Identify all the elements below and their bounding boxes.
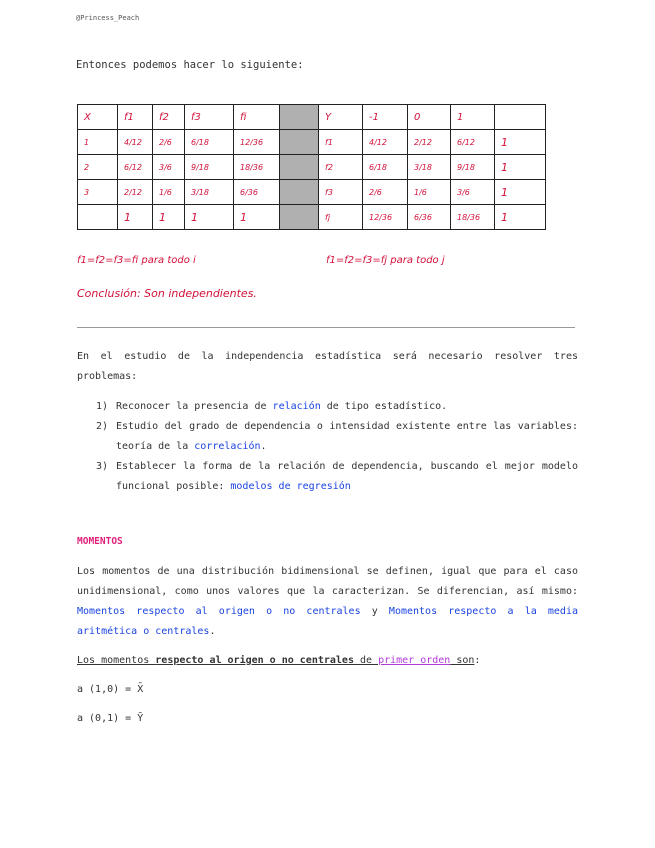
table-cell: 3/18 [408,155,451,180]
study-intro: En el estudio de la independencia estadística será necesario resolver tres problemas: [77,351,578,382]
table-cell: 1/6 [153,180,185,205]
frequency-table [77,104,546,230]
link-correlacion[interactable]: correlación [194,441,261,452]
table-cell: 1 [451,105,495,130]
table-cell: -1 [363,105,408,130]
conclusion: Conclusión: Son independientes. [77,287,257,300]
table-cell: 3/6 [451,180,495,205]
list-text: Establecer la forma de la relación de dependencia, buscando el mejor modelo funcional posible: modelos de regresión [116,461,578,492]
table-shaded-cell [280,180,319,205]
table-cell: 2 [78,155,118,180]
table-cell: 6/12 [118,155,153,180]
link-primer-orden[interactable]: primer orden [378,655,451,666]
table-cell: f1 [118,105,153,130]
table-row [78,180,546,205]
table-cell: 12/36 [363,205,408,230]
table-cell: X [78,105,118,130]
table-cell: 1/6 [408,180,451,205]
table-cell: 6/36 [408,205,451,230]
list-number: 2) [96,421,109,432]
table-cell: 1 [185,205,234,230]
table-cell: 1 [495,130,546,155]
table-cell: 2/12 [118,180,153,205]
list-text: Estudio del grado de dependencia o intensidad existente entre las variables: teoría de la correlación. [116,421,578,452]
table-cell: f3 [185,105,234,130]
table-cell: Y [319,105,363,130]
table-cell: 9/18 [185,155,234,180]
table-cell: 18/36 [234,155,280,180]
table-cell: 0 [408,105,451,130]
table-cell: 1 [495,155,546,180]
problem-list [96,397,578,497]
list-item [96,417,578,457]
table-cell: 2/12 [408,130,451,155]
table-cell: 12/36 [234,130,280,155]
equation-right: f1=f2=f3=fj para todo j [326,255,445,266]
section-title: MOMENTOS [77,536,123,547]
author-tag: @Princess_Peach [76,14,140,22]
link-momentos-origen[interactable]: Momentos respecto al origen o no centrales [77,606,361,617]
table-shaded-cell [280,105,319,130]
table-cell [78,205,118,230]
table-cell: 9/18 [451,155,495,180]
table-cell: 6/18 [363,155,408,180]
list-item [96,457,578,497]
table-row [78,130,546,155]
table-cell: 3/6 [153,155,185,180]
link-momentos-media[interactable]: Momentos respecto a la media aritmética o centrales [77,606,578,637]
table-cell: 1 [495,205,546,230]
table-cell: 6/12 [451,130,495,155]
table-cell: 2/6 [363,180,408,205]
list-number: 1) [96,401,109,412]
table-cell: 1 [153,205,185,230]
table-cell: 2/6 [153,130,185,155]
table-cell: 3/18 [185,180,234,205]
table-cell: 1 [495,180,546,205]
table-cell: f2 [153,105,185,130]
table-cell: fi [234,105,280,130]
table-cell: 3 [78,180,118,205]
first-order-line: Los momentos respecto al origen o no centrales de primer orden son: [77,655,481,666]
table-cell: 6/18 [185,130,234,155]
link-relacion[interactable]: relación [272,401,321,412]
table-row [78,155,546,180]
link-regresion[interactable]: modelos de regresión [230,481,351,492]
table-cell: 4/12 [363,130,408,155]
list-item [96,397,578,417]
table-shaded-cell [280,205,319,230]
formula-a01: a (0,1) = Ȳ [77,713,144,724]
table-cell: fj [319,205,363,230]
divider [77,327,575,328]
table-shaded-cell [280,130,319,155]
formula-a10: a (1,0) = X̄ [77,684,144,695]
table-cell: 1 [78,130,118,155]
table-cell [495,105,546,130]
table-cell: 18/36 [451,205,495,230]
table-row [78,205,546,230]
table-cell: 6/36 [234,180,280,205]
intro-text: Entonces podemos hacer lo siguiente: [76,59,304,71]
list-number: 3) [96,461,109,472]
table-cell: 1 [118,205,153,230]
list-text: Reconocer la presencia de relación de tipo estadístico. [116,401,448,412]
table-cell: 1 [234,205,280,230]
table-cell: 4/12 [118,130,153,155]
table-cell: f3 [319,180,363,205]
table-shaded-cell [280,155,319,180]
equation-left: f1=f2=f3=fi para todo i [77,255,196,266]
table-cell: f1 [319,130,363,155]
table-row [78,105,546,130]
moments-paragraph: Los momentos de una distribución bidimensional se definen, igual que para el caso unidimensional, como unos valores que la caracterizan. Se diferencian, así mismo: Momentos respecto al origen o no centrales y Momentos respecto a la media aritmética o centrales. [77,566,578,637]
table-cell: f2 [319,155,363,180]
